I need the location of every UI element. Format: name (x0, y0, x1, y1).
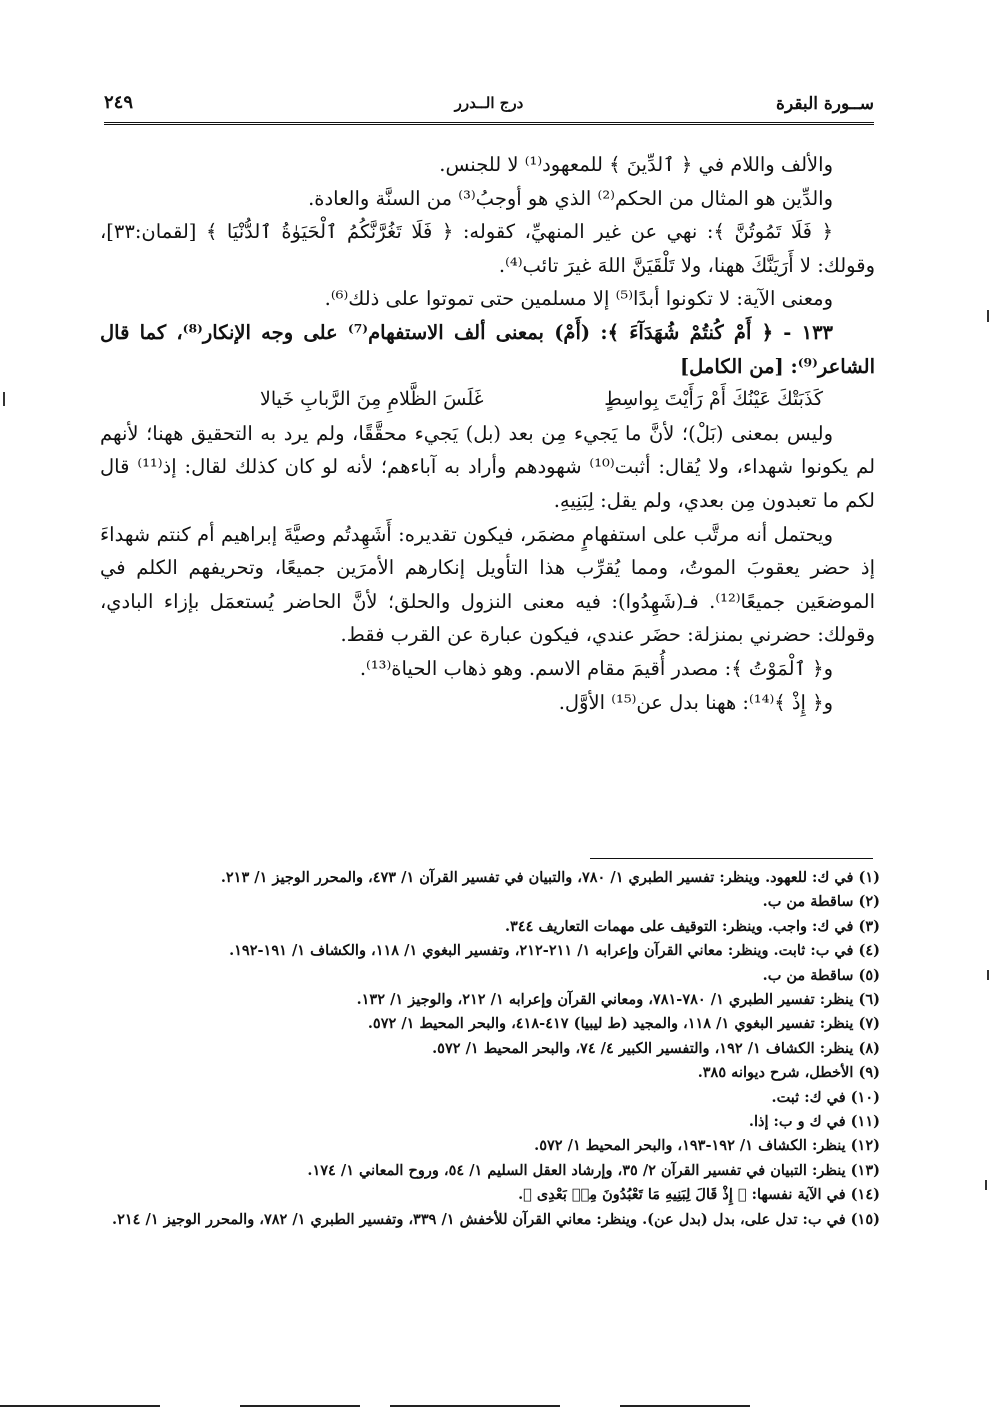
paragraph-7: ويحتمل أنه مرتَّب على استفهامٍ مضمَر، فيكون تقديره: أَشَهِدتُم وصيَّةَ إبراهيم أم كنتم شهداءَ إذ حضر يعقوبَ الموتُ، ومما يُقرِّب هذا التأويل إنكارهم الأمرَين جميعًا، وتحريفهم الكلم في الموضعَين جميعًا⁽¹²⁾. فـ(شَهِدُوا): فيه معنى النزول والحلق؛ لأنَّ الحاضر يُستعمَل بإزاء البادي، وقولك: حضرني بمنزلة: حضَر عندي، فيكون عبارة عن القرب فقط. (100, 522, 875, 647)
paragraph-2: والدِّين هو المثال من الحكم⁽²⁾ الذي هو أوجبُ⁽³⁾ من السنَّة والعادة. (308, 186, 833, 210)
footnote: (١) في ك: للعهود. وينظر: تفسير الطبري ١/ ٧٨٠، والتبيان في تفسير القرآن ١/ ٤٧٣، والمحرر الوجيز ١/ ٢١٣. (220, 869, 880, 886)
scan-mark (987, 970, 989, 980)
footnote: (١٣) ينظر: التبيان في تفسير القرآن ٢/ ٣٥، وإرشاد العقل السليم ١/ ٥٤، وروح المعاني ١/ ١٧٤. (307, 1161, 880, 1179)
footnote: (٥) ساقطة من ب. (762, 966, 880, 984)
footnote: (٧) ينظر: تفسير البغوي ١/ ١١٨، والمجيد (ط ليبيا) ٤١٧-٤١٨، والبحر المحيط ١/ ٥٧٢. (367, 1015, 880, 1033)
scan-mark (987, 310, 989, 322)
footnote: (٤) في ب: ثابت. وينظر: معاني القرآن وإعرابه ١/ ٢١١-٢١٢، وتفسير البغوي ١/ ١١٨، والكشاف ١/ ١٩١-١٩٢. (229, 942, 880, 960)
paragraph-1: والألف واللام في ﴿ ٱلدِّينَ ﴾ للمعهود⁽¹⁾ لا للجنس. (439, 153, 833, 176)
paragraph-8: و﴿ ٱلْمَوْتُ ﴾: مصدر أُقيمَ مقام الاسم. وهو ذهاب الحياة⁽¹³⁾. (359, 656, 833, 680)
paragraph-4: ومعنى الآية: لا تكونوا أبدًا⁽⁵⁾ إلا مسلمين حتى تموتوا على ذلك⁽⁶⁾. (324, 287, 833, 311)
paragraph-9: و﴿ إِذْ ﴾⁽¹⁴⁾: ههنا بدل عن⁽¹⁵⁾ الأوَّل. (558, 690, 833, 714)
poetry-verse (100, 383, 875, 417)
scan-edge-line (390, 1405, 560, 1407)
footnote: (٣) في ك: واجب. وينظر: التوقيف على مهمات التعاريف ٣٤٤. (504, 917, 880, 935)
header-rule (104, 122, 874, 125)
paragraph-5: ١٣٣ - ﴿ أَمْ كُنتُمْ شُهَدَآءَ ﴾: (أَمْ) بمعنى ألف الاستفهام⁽⁷⁾ على وجه الإنكار⁽⁸⁾، كما قال الشاعر⁽⁹⁾: [من الكامل] (100, 320, 875, 378)
paragraph-3: ﴿ فَلَا تَمُوتُنَّ ﴾: نهي عن غير المنهيِّ، كقوله: ﴿ فَلَا تَغُرَّنَّكُمُ ٱلْحَيَوٰةُ ٱلدُّنْيَا ﴾ [لقمان:٣٣]، وقولك: لا أَرَيَنَّكَ ههنا، ولا تَلْقَيَنَّ اللهَ غيرَ تائب⁽⁴⁾. (100, 220, 875, 277)
main-text (100, 148, 875, 719)
verse-first-hemistich: كَذَبَتْكَ عَيْنُكَ أَمْ رَأَيْتَ بِواسِطٍ (604, 388, 823, 411)
scan-edge-line (0, 1405, 160, 1407)
footnote: (١٠) في ك: ثبت. (771, 1088, 880, 1106)
scan-mark (3, 392, 5, 406)
book-title: درج الــدرر (454, 94, 524, 112)
footnote: (١٢) ينظر: الكشاف ١/ ١٩٢-١٩٣، والبحر المحيط ١/ ٥٧٢. (534, 1137, 880, 1155)
paragraph-6: وليس بمعنى (بَلْ)؛ لأنَّ ما يَجيء مِن بعد (بل) يَجيء محقَّقًا، ولم يرد به التحقيق ههنا؛ لأنهم لم يكونوا شهداء، ولا يُقال: أثبت⁽¹⁰⁾ شهودهم وأراد به آباءهم؛ لأنه لو كان كذلك لقال: إذ⁽¹¹⁾ قال لكم ما تعبدون مِن بعدي، ولم يقل: لِبَنِيهِ. (100, 421, 876, 512)
footnote: (٦) ينظر: تفسير الطبري ١/ ٧٨٠-٧٨١، ومعاني القرآن وإعرابه ١/ ٢١٢، والوجيز ١/ ١٣٢. (356, 991, 880, 1009)
verse-second-hemistich: غَلَسَ الظَّلامِ مِنَ الرَّبابِ خَيالا (260, 388, 484, 411)
footnote: (١٥) في ب: تدل على، بدل (بدل عن). وينظر: معاني القرآن للأخفش ١/ ٣٣٩، وتفسير الطبري ١/ ٧٨٢، والمحرر الوجيز ١/ ٢١٤. (112, 1210, 880, 1228)
footnote: (٢) ساقطة من ب. (762, 893, 880, 911)
footnote: (٨) ينظر: الكشاف ١/ ١٩٢، والتفسير الكبير ٤/ ٧٤، والبحر المحيط ١/ ٥٧٢. (432, 1039, 880, 1057)
scan-edge-line (620, 1405, 750, 1407)
scan-bottom-edge (0, 1405, 992, 1411)
footnote: (٩) الأخطل، شرح ديوانه ٣٨٥. (697, 1064, 880, 1082)
footnotes (110, 866, 880, 1232)
scan-edge-line (240, 1405, 360, 1407)
surah-title: ســورة البقرة (776, 94, 874, 114)
footnote: (١٤) في الآية نفسها: ﴿ إِذْ قَالَ لِبَنِيهِ مَا تَعْبُدُونَ مِنۢ بَعْدِى ﴾. (518, 1186, 880, 1204)
scan-mark (985, 1180, 987, 1190)
page-header (104, 88, 874, 122)
page-number: ٢٤٩ (104, 92, 134, 113)
footnote-rule (590, 858, 873, 859)
footnote: (١١) في ك و ب: إذا. (748, 1113, 880, 1131)
